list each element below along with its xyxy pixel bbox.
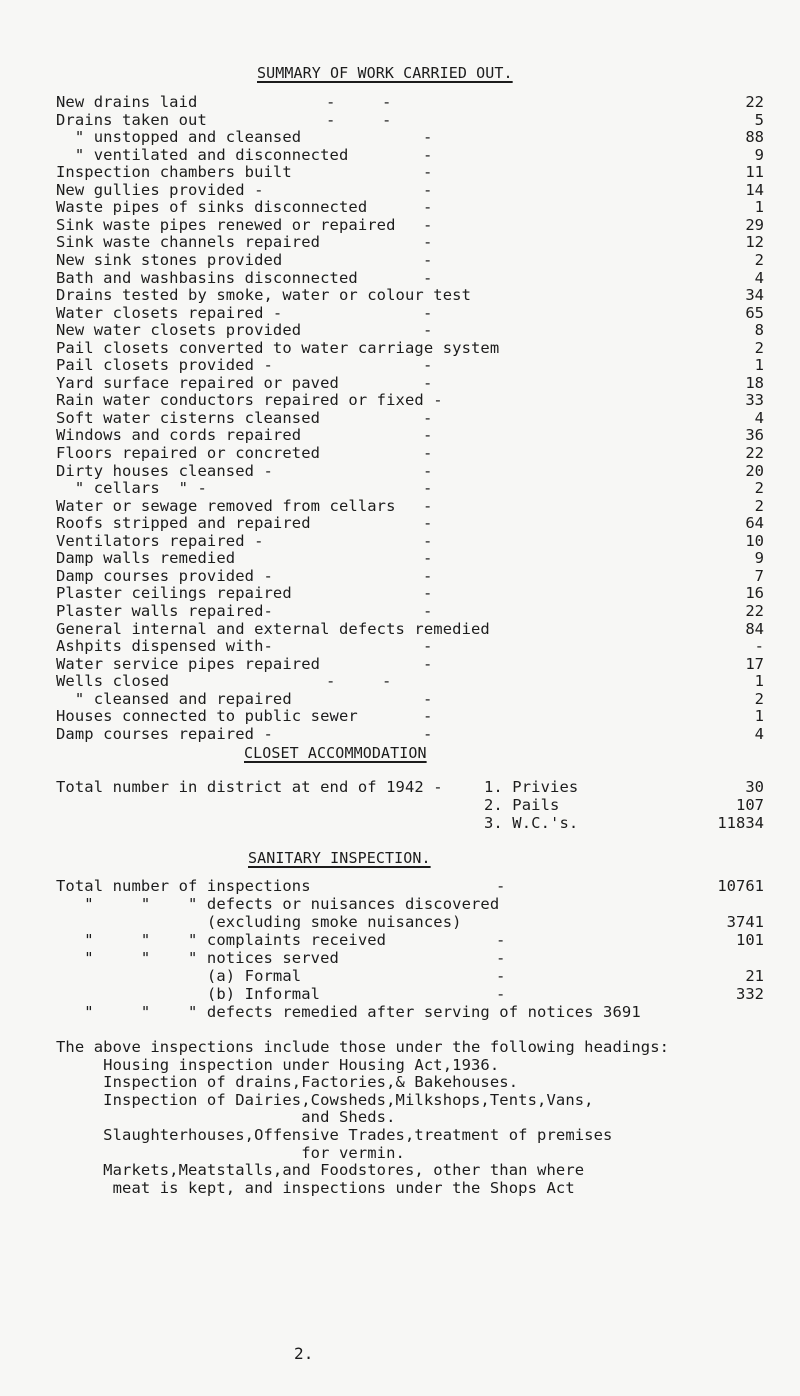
summary-item-label: General internal and external defects remedied [56, 619, 490, 638]
sanitary-row-value: 101 [736, 931, 764, 949]
sanitary-row-label: " " " defects or nuisances discovered [56, 895, 500, 913]
summary-item-dash: - [423, 496, 433, 515]
summary-item-value: 4 [754, 408, 764, 427]
closet-row-value: 107 [736, 796, 764, 814]
footer-line: Inspection of drains,Factories,& Bakehouses. [56, 1073, 519, 1092]
closet-row-value: 30 [745, 778, 764, 796]
summary-item-value: 8 [754, 321, 764, 340]
summary-item-value: 84 [745, 619, 764, 638]
summary-item-label: Yard surface repaired or paved [56, 373, 339, 392]
summary-item-value: 36 [745, 426, 764, 445]
sanitary-row-dash: - [496, 985, 506, 1003]
summary-item-dash: - [423, 531, 433, 550]
summary-item-label: Inspection chambers built [56, 163, 292, 182]
sanitary-row-label: (a) Formal [56, 967, 302, 985]
summary-item-label: Damp walls remedied [56, 549, 236, 568]
summary-item-value: 65 [745, 303, 764, 322]
summary-item-dash: - [423, 444, 433, 462]
summary-item-label: Rain water conductors repaired or fixed - [56, 391, 443, 410]
summary-item-label: Water or sewage removed from cellars [56, 496, 396, 515]
summary-item-dash: - [423, 128, 433, 147]
summary-item-label: Drains tested by smoke, water or colour test [56, 286, 471, 305]
summary-item-label: New drains laid [56, 93, 198, 111]
summary-item-dash: - [423, 180, 433, 199]
summary-item-value: 29 [745, 215, 764, 234]
summary-item-label: " ventilated and disconnected [56, 145, 349, 164]
summary-item-label: Soft water cisterns cleansed [56, 408, 321, 427]
summary-item-label: Pail closets converted to water carriage system [56, 338, 500, 357]
summary-item-value: 34 [745, 286, 764, 305]
summary-item-label: Bath and washbasins disconnected [56, 268, 358, 287]
sanitary-row-label: (excluding smoke nuisances) [56, 913, 462, 931]
summary-item-value: 10 [745, 531, 764, 550]
summary-item-value: 4 [754, 724, 764, 743]
summary-item-label: Plaster ceilings repaired [56, 584, 292, 603]
sanitary-row-dash: - [496, 949, 506, 967]
closet-title: CLOSET ACCOMMODATION [244, 744, 427, 762]
summary-item-dash: - - [326, 672, 392, 691]
summary-item-dash: - [423, 250, 433, 269]
summary-item-value: 9 [754, 145, 764, 164]
summary-item-label: Houses connected to public sewer [56, 707, 358, 726]
sanitary-row-dash: - [496, 931, 506, 949]
closet-row-value: 11834 [717, 814, 764, 832]
sanitary-row-label: (b) Informal [56, 985, 321, 1003]
summary-item-label: Dirty houses cleansed - [56, 461, 273, 480]
footer-line: meat is kept, and inspections under the Shops Act [56, 1178, 575, 1197]
summary-item-dash: - [423, 549, 433, 568]
sanitary-row-dash: - [496, 877, 506, 895]
summary-item-dash: - [423, 601, 433, 620]
summary-item-label: Roofs stripped and repaired [56, 514, 311, 533]
summary-item-value: 17 [745, 654, 764, 673]
summary-item-dash: - [423, 584, 433, 603]
summary-item-label: Floors repaired or concreted [56, 444, 321, 462]
sanitary-row-value: 21 [745, 967, 764, 985]
summary-item-dash: - [423, 198, 433, 217]
footer-line: and Sheds. [56, 1108, 396, 1127]
footer-line: Inspection of Dairies,Cowsheds,Milkshops,Tents,Vans, [56, 1090, 594, 1109]
summary-item-label: " cleansed and repaired [56, 689, 292, 708]
summary-item-value: 12 [745, 233, 764, 252]
summary-item-value: 22 [745, 93, 764, 111]
footer-line: Slaughterhouses,Offensive Trades,treatment of premises [56, 1126, 613, 1144]
summary-item-value: 22 [745, 444, 764, 462]
summary-item-dash: - [423, 654, 433, 673]
summary-item-value: 4 [754, 268, 764, 287]
summary-item-label: Plaster walls repaired- [56, 601, 273, 620]
summary-item-label: Ashpits dispensed with- [56, 637, 273, 656]
sanitary-row-value: 332 [736, 985, 764, 1003]
summary-item-label: Sink waste pipes renewed or repaired [56, 215, 396, 234]
summary-item-value: 2 [754, 338, 764, 357]
summary-item-label: Waste pipes of sinks disconnected [56, 198, 368, 217]
sanitary-row-label: " " " notices served [56, 949, 339, 967]
summary-item-dash: - [423, 408, 433, 427]
summary-item-label: Water service pipes repaired [56, 654, 321, 673]
footer-line: Housing inspection under Housing Act,1936. [56, 1055, 500, 1074]
page-number: 2. [294, 1344, 314, 1363]
summary-item-label: Ventilators repaired - [56, 531, 264, 550]
summary-item-label: Damp courses repaired - [56, 724, 273, 743]
summary-item-value: 22 [745, 601, 764, 620]
summary-item-dash: - [423, 566, 433, 585]
summary-item-dash: - [423, 303, 433, 322]
footer-line: The above inspections include those under the following headings: [56, 1038, 670, 1056]
summary-item-label: Damp courses provided - [56, 566, 273, 585]
summary-item-value: - [754, 637, 764, 656]
summary-item-value: 1 [754, 198, 764, 217]
summary-item-label: New gullies provided - [56, 180, 264, 199]
summary-item-dash: - [423, 514, 433, 533]
summary-item-dash: - [423, 163, 433, 182]
summary-item-dash: - [423, 145, 433, 164]
summary-item-value: 9 [754, 549, 764, 568]
sanitary-title: SANITARY INSPECTION. [248, 849, 431, 867]
summary-item-label: Sink waste channels repaired [56, 233, 321, 252]
summary-item-value: 18 [745, 373, 764, 392]
summary-item-dash: - [423, 689, 433, 708]
summary-item-dash: - [423, 479, 433, 498]
summary-item-label: " cellars " - [56, 479, 207, 498]
summary-item-label: " unstopped and cleansed [56, 128, 302, 147]
summary-item-dash: - [423, 373, 433, 392]
summary-item-value: 64 [745, 514, 764, 533]
summary-item-label: Windows and cords repaired [56, 426, 302, 445]
footer-line: for vermin. [56, 1143, 405, 1162]
summary-item-dash: - [423, 268, 433, 287]
sanitary-row-dash: - [496, 967, 506, 985]
summary-item-dash: - [423, 707, 433, 726]
sanitary-row-label: " " " defects remedied after serving of notices 3691 [56, 1003, 641, 1021]
summary-item-value: 11 [745, 163, 764, 182]
summary-item-label: Drains taken out [56, 110, 207, 129]
summary-item-value: 2 [754, 689, 764, 708]
summary-item-value: 14 [745, 180, 764, 199]
summary-item-label: Water closets repaired - [56, 303, 283, 322]
summary-item-dash: - [423, 637, 433, 656]
summary-item-dash: - [423, 426, 433, 445]
closet-row-label: 2. Pails [484, 796, 560, 814]
summary-item-value: 2 [754, 250, 764, 269]
summary-item-dash: - - [326, 110, 392, 129]
sanitary-row-label: " " " complaints received [56, 931, 387, 949]
sanitary-row-label: Total number of inspections [56, 877, 311, 895]
sanitary-row-value: 3741 [726, 913, 764, 931]
summary-title: SUMMARY OF WORK CARRIED OUT. [257, 64, 513, 82]
summary-item-label: New sink stones provided [56, 250, 283, 269]
summary-item-value: 2 [754, 479, 764, 498]
sanitary-row-value: 10761 [717, 877, 764, 895]
summary-item-label: Pail closets provided - [56, 356, 273, 375]
closet-row-label: 3. W.C.'s. [484, 814, 579, 832]
summary-item-dash: - [423, 233, 433, 252]
summary-item-dash: - [423, 724, 433, 743]
summary-item-dash: - [423, 215, 433, 234]
summary-item-dash: - - [326, 93, 392, 111]
summary-item-value: 1 [754, 707, 764, 726]
summary-item-value: 5 [754, 110, 764, 129]
summary-item-value: 16 [745, 584, 764, 603]
summary-item-dash: - [423, 356, 433, 375]
summary-item-value: 33 [745, 391, 764, 410]
summary-item-value: 88 [745, 128, 764, 147]
summary-item-value: 1 [754, 356, 764, 375]
footer-line: Markets,Meatstalls,and Foodstores, other than where [56, 1161, 585, 1180]
summary-item-value: 20 [745, 461, 764, 480]
summary-item-dash: - [423, 461, 433, 480]
summary-item-value: 1 [754, 672, 764, 691]
summary-item-value: 7 [754, 566, 764, 585]
summary-item-value: 2 [754, 496, 764, 515]
summary-item-dash: - [423, 321, 433, 340]
summary-item-label: New water closets provided [56, 321, 302, 340]
closet-row-label: 1. Privies [484, 778, 579, 796]
summary-item-label: Wells closed [56, 672, 170, 691]
closet-lead: Total number in district at end of 1942 - [56, 778, 443, 796]
